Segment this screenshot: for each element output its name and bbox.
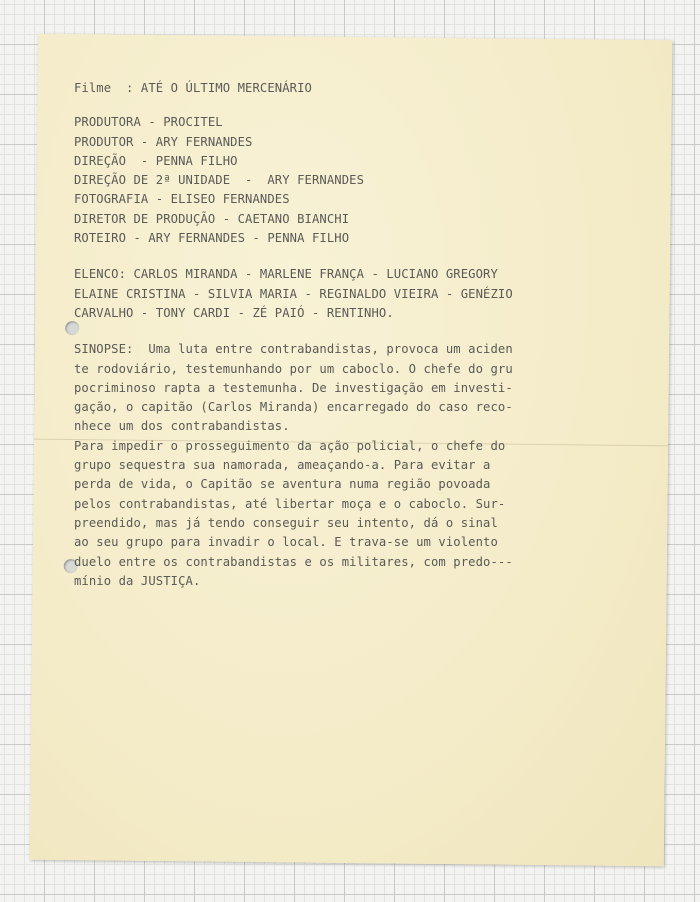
synopsis-line: preendido, mas já tendo conseguir seu intento, dá o sinal bbox=[74, 515, 498, 530]
synopsis-line: SINOPSE: Uma luta entre contrabandistas, provoca um aciden bbox=[74, 342, 513, 357]
film-title: Filme : ATÉ O ÚLTIMO MERCENÁRIO bbox=[74, 81, 312, 95]
synopsis-line: duelo entre os contrabandistas e os militares, com predo--- bbox=[74, 554, 513, 569]
synopsis-line: pocriminoso rapta a testemunha. De investigação em investi- bbox=[74, 380, 513, 395]
credit-line: DIREÇÃO - PENNA FILHO bbox=[74, 153, 238, 168]
cast-line: ELENCO: CARLOS MIRANDA - MARLENE FRANÇA - LUCIANO GREGORY bbox=[74, 267, 498, 282]
synopsis-line: mínio da JUSTIÇA. bbox=[74, 573, 201, 588]
credit-line: PRODUTORA - PROCITEL bbox=[74, 115, 223, 130]
crew-credits bbox=[74, 113, 544, 248]
cast-list bbox=[74, 265, 544, 323]
credit-line: DIRETOR DE PRODUÇÃO - CAETANO BIANCHI bbox=[74, 211, 350, 226]
credit-line: PRODUTOR - ARY FERNANDES bbox=[74, 134, 253, 149]
credit-line: DIREÇÃO DE 2ª UNIDADE - ARY FERNANDES bbox=[74, 173, 365, 188]
typed-text bbox=[74, 79, 544, 591]
synopsis-line: te rodoviário, testemunhando por um caboclo. O chefe do gru bbox=[74, 361, 513, 376]
cast-line: ELAINE CRISTINA - SILVIA MARIA - REGINALDO VIEIRA - GENÉZIO bbox=[74, 286, 513, 301]
credit-line: FOTOGRAFIA - ELISEO FERNANDES bbox=[74, 192, 290, 207]
synopsis-line: nhece um dos contrabandistas. bbox=[74, 419, 290, 434]
cast-line: CARVALHO - TONY CARDI - ZÉ PAIÓ - RENTINHO. bbox=[74, 305, 394, 320]
synopsis bbox=[74, 340, 544, 591]
synopsis-line: grupo sequestra sua namorada, ameaçando-a. Para evitar a bbox=[74, 458, 491, 473]
synopsis-line: perda de vida, o Capitão se aventura numa região povoada bbox=[74, 477, 491, 492]
synopsis-line: pelos contrabandistas, até libertar moça e o caboclo. Sur- bbox=[74, 496, 506, 511]
synopsis-line: ao seu grupo para invadir o local. E trava-se um violento bbox=[74, 535, 498, 550]
synopsis-line: Para impedir o prosseguimento da ação policial, o chefe do bbox=[74, 438, 506, 453]
credit-line: ROTEIRO - ARY FERNANDES - PENNA FILHO bbox=[74, 231, 350, 246]
synopsis-line: gação, o capitão (Carlos Miranda) encarregado do caso reco- bbox=[74, 400, 513, 415]
